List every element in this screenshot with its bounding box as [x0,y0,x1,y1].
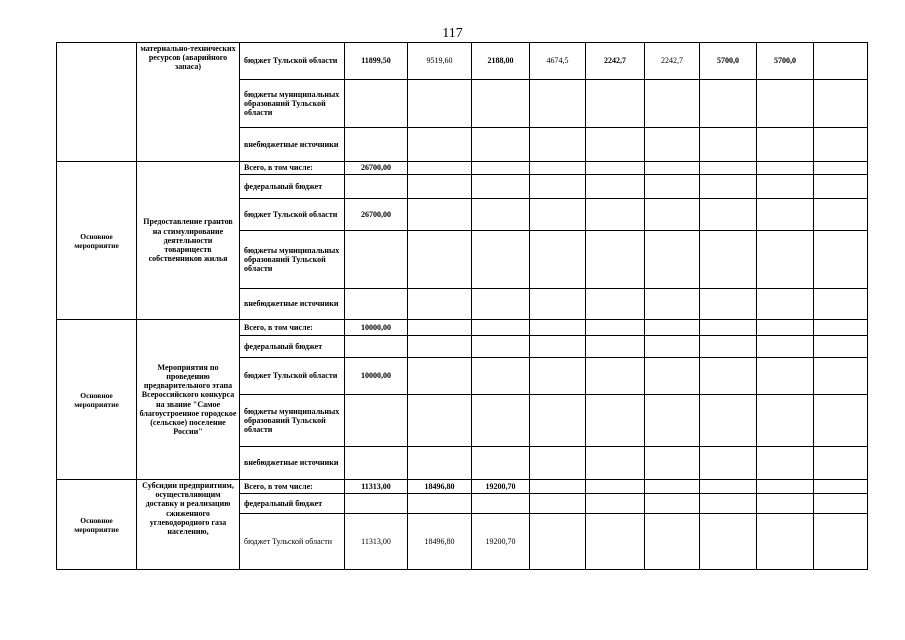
value-cell: 5700,0 [700,43,757,80]
value-cell: 26700,00 [345,199,408,231]
event-name-cell: Предоставление грантов на стимулирование деятельности товариществ собственников жилья [137,162,240,320]
value-cell: 18496,80 [408,480,472,494]
table-row [57,43,868,80]
value-cell: 11899,50 [345,43,408,80]
source-cell: бюджет Тульской области [240,43,345,80]
value-cell: 9519,60 [408,43,472,80]
source-cell: Всего, в том числе: [240,162,345,175]
source-cell: федеральный бюджет [240,175,345,199]
source-cell: бюджеты муниципальных образований Тульской области [240,395,345,447]
budget-table [56,42,868,570]
category-cell [57,43,137,162]
value-cell: 2242,7 [586,43,645,80]
source-cell: федеральный бюджет [240,494,345,514]
event-name-cell: Субсидии предприятиям, осуществляющим доставку и реализацию сжиженного углеводородного газа населению, [137,480,240,570]
table-row [57,480,868,494]
source-cell: бюджеты муниципальных образований Тульской области [240,231,345,289]
value-cell: 18496,80 [408,514,472,570]
source-cell: бюджеты муниципальных образований Тульской области [240,80,345,128]
table-row [57,320,868,336]
source-cell: внебюджетные источники [240,128,345,162]
value-cell: 4674,5 [530,43,586,80]
value-cell: 10000,00 [345,320,408,336]
source-cell: федеральный бюджет [240,336,345,358]
event-name-cell: Мероприятия по проведению предварительного этапа Всероссийского конкурса на звание "Самое благоустроенное городское (сельское) поселение России" [137,320,240,480]
source-cell: внебюджетные источники [240,447,345,480]
source-cell: бюджет Тульской области [240,514,345,570]
event-name-cell: материально-технических ресурсов (аварийного запаса) [137,43,240,162]
category-cell: Основное мероприятие [57,320,137,480]
value-cell: 19200,70 [472,480,530,494]
table-row [57,162,868,175]
page-number: 117 [442,26,463,41]
source-cell: бюджет Тульской области [240,358,345,395]
value-cell: 19200,70 [472,514,530,570]
category-cell: Основное мероприятие [57,480,137,570]
value-cell: 11313,00 [345,480,408,494]
value-cell: 10000,00 [345,358,408,395]
source-cell: внебюджетные источники [240,289,345,320]
source-cell: Всего, в том числе: [240,480,345,494]
value-cell: 26700,00 [345,162,408,175]
source-cell: Всего, в том числе: [240,320,345,336]
value-cell: 2242,7 [645,43,700,80]
value-cell: 2188,00 [472,43,530,80]
value-cell [814,43,868,80]
value-cell: 11313,00 [345,514,408,570]
source-cell: бюджет Тульской области [240,199,345,231]
category-cell: Основное мероприятие [57,162,137,320]
value-cell: 5700,0 [757,43,814,80]
